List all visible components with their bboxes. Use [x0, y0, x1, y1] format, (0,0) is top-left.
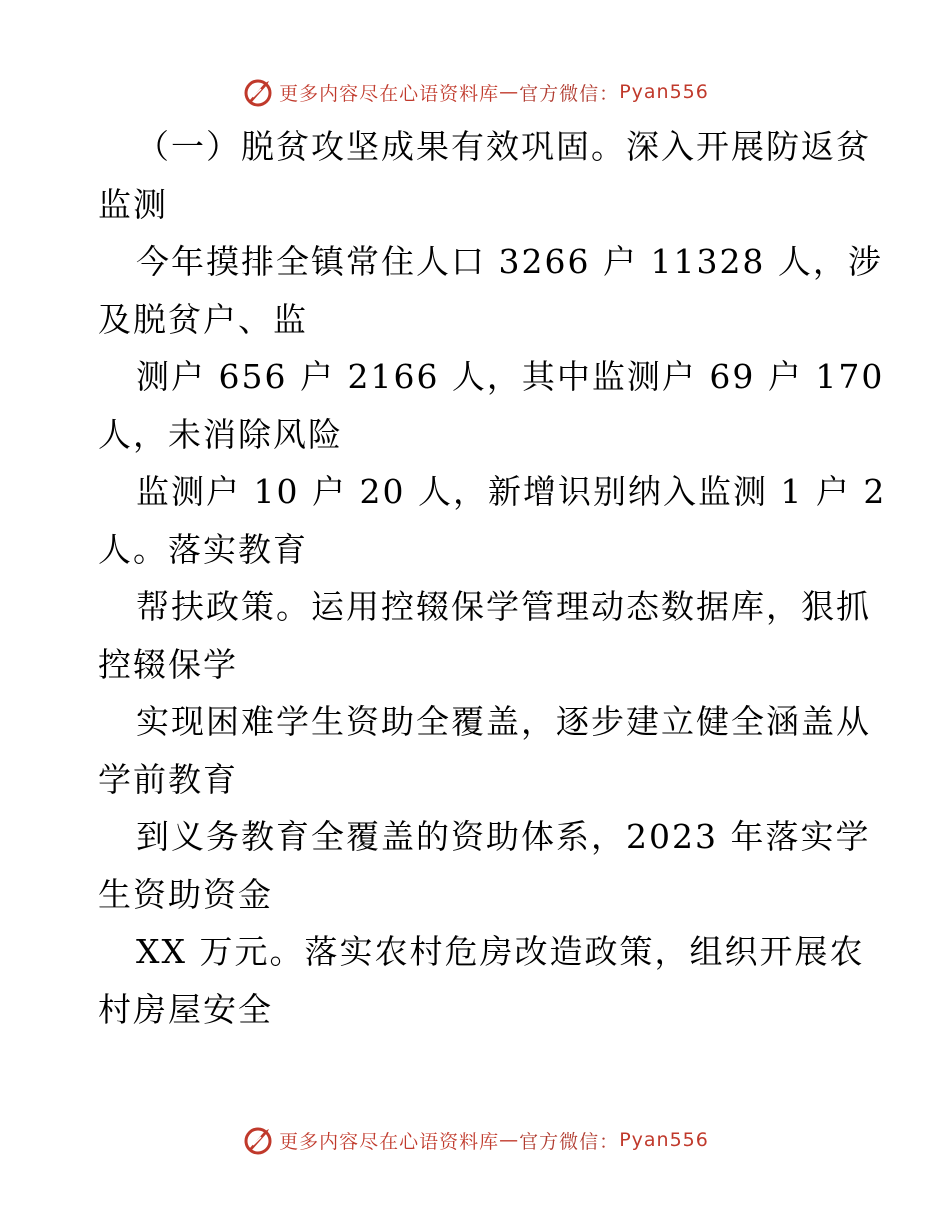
banner-wechat-id: Pyan556 — [619, 81, 709, 103]
text-line: 测户 656 户 2166 人，其中监测户 69 户 170 — [136, 357, 885, 396]
text-line: 村房屋安全 — [98, 989, 273, 1029]
banner-library-text: 更多内容尽在心语资料库 — [279, 1130, 500, 1153]
text-line: 人，未消除风险 — [98, 414, 343, 454]
pen-quill-logo-icon — [241, 1123, 275, 1157]
banner-wechat-label: 官方微信： — [519, 1130, 620, 1153]
text-line: 实现困难学生资助全覆盖，逐步建立健全涵盖从 — [136, 702, 871, 741]
text-line: 学前教育 — [98, 759, 238, 799]
header-banner — [0, 72, 950, 112]
text-line: 今年摸排全镇常住人口 3266 户 11328 人，涉 — [136, 242, 883, 281]
banner-library-text: 更多内容尽在心语资料库 — [279, 82, 500, 105]
text-line: 生资助资金 — [98, 874, 273, 914]
banner-wechat-id: Pyan556 — [619, 1129, 709, 1151]
text-line: 及脱贫户、监 — [98, 299, 308, 339]
text-line: 人。落实教育 — [98, 529, 308, 569]
text-line: XX 万元。落实农村危房改造政策，组织开展农 — [136, 932, 865, 971]
text-line: 到义务教育全覆盖的资助体系，2023 年落实学 — [136, 817, 871, 856]
text-line: （一）脱贫攻坚成果有效巩固。深入开展防返贫 — [136, 127, 871, 166]
footer-banner — [0, 1120, 950, 1160]
banner-dash: — — [499, 1129, 520, 1151]
text-line: 帮扶政策。运用控辍保学管理动态数据库，狠抓 — [136, 587, 871, 626]
text-line: 监测户 10 户 20 人，新增识别纳入监测 1 户 2 — [136, 472, 887, 511]
banner-wechat-label: 官方微信： — [519, 82, 620, 105]
text-line: 控辍保学 — [98, 644, 238, 684]
pen-quill-logo-icon — [241, 75, 275, 109]
banner-dash: — — [499, 81, 520, 103]
document-body — [98, 118, 887, 1038]
text-line: 监测 — [98, 184, 168, 224]
